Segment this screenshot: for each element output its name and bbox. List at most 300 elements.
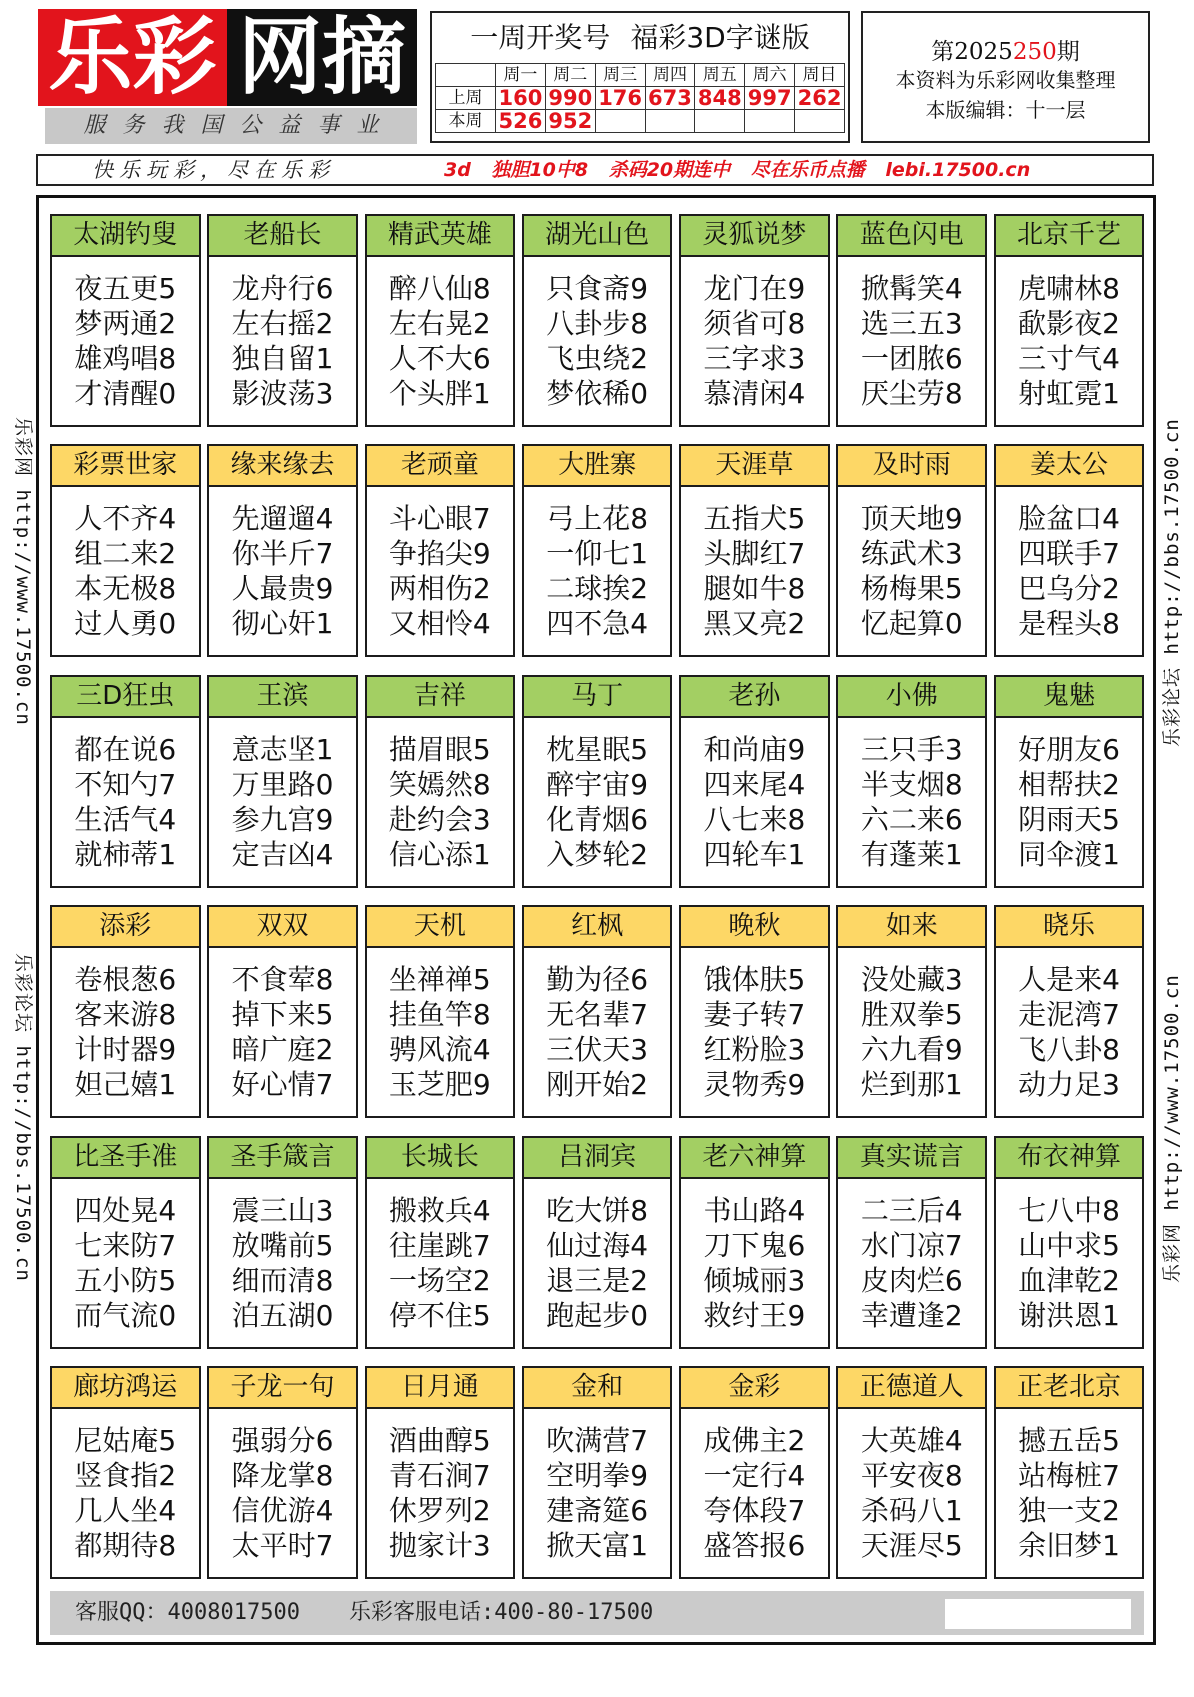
puzzle-line: 厌尘劳8 bbox=[860, 377, 963, 410]
puzzle-box-body bbox=[52, 487, 199, 655]
puzzle-line: 五小防5 bbox=[74, 1263, 177, 1297]
puzzle-line: 坐禅禅5 bbox=[388, 963, 491, 997]
puzzle-line: 挂鱼竿8 bbox=[388, 998, 491, 1032]
puzzle-box-body bbox=[367, 487, 514, 655]
puzzle-box-title: 彩票世家 bbox=[52, 446, 199, 487]
logo-black-part: 网摘 bbox=[227, 9, 417, 106]
puzzle-box-title: 马丁 bbox=[524, 677, 671, 718]
weekly-draw-box bbox=[430, 11, 850, 143]
puzzle-line: 妲己嬉1 bbox=[74, 1068, 177, 1102]
puzzle-box-body bbox=[681, 948, 828, 1116]
puzzle-line: 梦两通2 bbox=[74, 307, 177, 340]
puzzle-line: 夜五更5 bbox=[74, 272, 177, 305]
puzzle-line: 平安夜8 bbox=[860, 1458, 963, 1492]
puzzle-box-title: 大胜寨 bbox=[524, 446, 671, 487]
puzzle-box-body bbox=[838, 487, 985, 655]
puzzle-box bbox=[522, 444, 673, 657]
puzzle-box-title: 子龙一句 bbox=[209, 1368, 356, 1409]
puzzle-box-body bbox=[996, 1409, 1143, 1577]
puzzle-line: 二球挨2 bbox=[546, 572, 649, 606]
puzzle-line: 人不齐4 bbox=[74, 502, 177, 536]
day-header: 周五 bbox=[695, 64, 745, 87]
day-header: 周四 bbox=[645, 64, 695, 87]
puzzle-line: 成佛主2 bbox=[703, 1423, 806, 1457]
draw-number bbox=[795, 110, 845, 133]
puzzle-box bbox=[50, 1136, 201, 1349]
issue-info-box bbox=[861, 11, 1150, 143]
draw-number bbox=[745, 110, 795, 133]
puzzle-line: 掀髯笑4 bbox=[860, 272, 963, 305]
puzzle-line: 须省可8 bbox=[703, 307, 806, 340]
puzzle-box bbox=[365, 905, 516, 1118]
puzzle-box-title: 晚秋 bbox=[681, 907, 828, 948]
puzzle-box-title: 圣手箴言 bbox=[209, 1138, 356, 1179]
puzzle-line: 好朋友6 bbox=[1018, 732, 1120, 766]
puzzle-box bbox=[679, 1136, 830, 1349]
puzzle-box-body bbox=[367, 257, 514, 425]
puzzle-line: 降龙掌8 bbox=[231, 1458, 334, 1492]
puzzle-line: 一团脓6 bbox=[860, 342, 963, 375]
puzzle-box-title: 天机 bbox=[367, 907, 514, 948]
puzzle-box-title: 正德道人 bbox=[838, 1368, 985, 1409]
puzzle-line: 阴雨天5 bbox=[1018, 802, 1120, 836]
puzzle-box-body bbox=[209, 257, 356, 425]
puzzle-box-body bbox=[209, 948, 356, 1116]
puzzle-box-body bbox=[838, 948, 985, 1116]
puzzle-line: 只食斋9 bbox=[546, 272, 649, 305]
puzzle-line: 都期待8 bbox=[74, 1528, 177, 1562]
puzzle-line: 入梦轮2 bbox=[546, 837, 649, 871]
editor-note: 本版编辑：十一层 bbox=[925, 98, 1086, 122]
puzzle-line: 饿体肤5 bbox=[703, 963, 806, 997]
puzzle-box-body bbox=[52, 257, 199, 425]
puzzle-box-title: 金和 bbox=[524, 1368, 671, 1409]
puzzle-box bbox=[679, 214, 830, 427]
puzzle-box-title: 灵狐说梦 bbox=[681, 216, 828, 257]
puzzle-box bbox=[522, 1136, 673, 1349]
puzzle-box-body bbox=[209, 718, 356, 886]
puzzle-box-body bbox=[209, 487, 356, 655]
puzzle-box bbox=[207, 675, 358, 888]
puzzle-line: 动力足3 bbox=[1018, 1068, 1120, 1102]
puzzle-line: 一定行4 bbox=[703, 1458, 806, 1492]
puzzle-box-title: 廊坊鸿运 bbox=[52, 1368, 199, 1409]
issue-no: 250 bbox=[1012, 39, 1057, 65]
puzzle-box-body bbox=[681, 718, 828, 886]
puzzle-box bbox=[522, 214, 673, 427]
puzzle-box bbox=[522, 1366, 673, 1579]
puzzle-line: 万里路0 bbox=[231, 767, 334, 801]
puzzle-box bbox=[994, 444, 1145, 657]
puzzle-line: 三寸气4 bbox=[1018, 342, 1120, 375]
puzzle-line: 慕清闲4 bbox=[703, 377, 806, 410]
puzzle-box-title: 比圣手准 bbox=[52, 1138, 199, 1179]
footer-phone: 乐彩客服电话:400-80-17500 bbox=[349, 1600, 654, 1625]
puzzle-line: 六二来6 bbox=[860, 802, 963, 836]
draw-number: 997 bbox=[745, 87, 795, 110]
footer-qq: 客服QQ：4008017500 bbox=[75, 1600, 300, 1625]
puzzle-box-body bbox=[524, 718, 671, 886]
puzzle-line: 夸体段7 bbox=[703, 1493, 806, 1527]
side-link-right-bottom: 乐彩网 http://www.17500.cn bbox=[1161, 974, 1183, 1283]
puzzle-box bbox=[994, 214, 1145, 427]
puzzle-line: 练武术3 bbox=[860, 537, 963, 571]
logo-tagline: 服务我国公益事业 bbox=[45, 108, 417, 144]
puzzle-line: 六九看9 bbox=[860, 1033, 963, 1067]
puzzle-line: 没处藏3 bbox=[860, 963, 963, 997]
promo-banner bbox=[36, 154, 1154, 186]
puzzle-box-title: 蓝色闪电 bbox=[838, 216, 985, 257]
puzzle-line: 本无极8 bbox=[74, 572, 177, 606]
puzzle-line: 血津乾2 bbox=[1018, 1263, 1120, 1297]
puzzle-line: 胜双拳5 bbox=[860, 998, 963, 1032]
puzzle-line: 是程头8 bbox=[1018, 607, 1120, 641]
puzzle-line: 四轮车1 bbox=[703, 837, 806, 871]
puzzle-line: 梦依稀0 bbox=[546, 377, 649, 410]
puzzle-line: 意志坚1 bbox=[231, 732, 334, 766]
puzzle-line: 仙过海4 bbox=[546, 1228, 649, 1262]
puzzle-line: 掉下来5 bbox=[231, 998, 334, 1032]
puzzle-line: 无名辈7 bbox=[546, 998, 649, 1032]
week-label: 上周 bbox=[436, 87, 496, 110]
puzzle-line: 建斋筵6 bbox=[546, 1493, 649, 1527]
puzzle-line: 四处晃4 bbox=[74, 1193, 177, 1227]
draw-box-title bbox=[432, 16, 848, 60]
puzzle-box-body bbox=[209, 1179, 356, 1347]
puzzle-box-body bbox=[996, 718, 1143, 886]
puzzle-line: 顶天地9 bbox=[860, 502, 963, 536]
issue-suffix: 期 bbox=[1056, 39, 1080, 65]
draw-number: 673 bbox=[645, 87, 695, 110]
puzzle-line: 争掐尖9 bbox=[388, 537, 491, 571]
puzzle-line: 计时器9 bbox=[74, 1033, 177, 1067]
draw-number: 262 bbox=[795, 87, 845, 110]
puzzle-box-body bbox=[838, 718, 985, 886]
puzzle-line: 三只手3 bbox=[860, 732, 963, 766]
draw-number: 526 bbox=[496, 110, 546, 133]
puzzle-box-body bbox=[838, 1409, 985, 1577]
puzzle-box-title: 正老北京 bbox=[996, 1368, 1143, 1409]
puzzle-line: 七来防7 bbox=[74, 1228, 177, 1262]
puzzle-line: 三字求3 bbox=[703, 342, 806, 375]
puzzle-line: 退三是2 bbox=[546, 1263, 649, 1297]
puzzle-box-body bbox=[524, 487, 671, 655]
puzzle-line: 笑嫣然8 bbox=[388, 767, 491, 801]
puzzle-line: 客来游8 bbox=[74, 998, 177, 1032]
puzzle-line: 撼五岳5 bbox=[1018, 1423, 1120, 1457]
puzzle-box-title: 长城长 bbox=[367, 1138, 514, 1179]
puzzle-line: 生活气4 bbox=[74, 802, 177, 836]
draw-table-row bbox=[436, 110, 845, 133]
puzzle-line: 你半斤7 bbox=[231, 537, 334, 571]
puzzle-box-body bbox=[367, 718, 514, 886]
puzzle-box bbox=[994, 905, 1145, 1118]
puzzle-line: 先遛遛4 bbox=[231, 502, 334, 536]
puzzle-line: 斗心眼7 bbox=[388, 502, 491, 536]
puzzle-box-title: 真实谎言 bbox=[838, 1138, 985, 1179]
puzzle-box-body bbox=[681, 1409, 828, 1577]
day-header: 周三 bbox=[595, 64, 645, 87]
puzzle-box-title: 双双 bbox=[209, 907, 356, 948]
puzzle-box-title: 湖光山色 bbox=[524, 216, 671, 257]
puzzle-line: 八卦步8 bbox=[546, 307, 649, 340]
draw-number bbox=[695, 110, 745, 133]
puzzle-line: 独自留1 bbox=[231, 342, 334, 375]
puzzle-line: 幸遭逢2 bbox=[860, 1298, 963, 1332]
puzzle-box bbox=[207, 1136, 358, 1349]
puzzle-box-body bbox=[996, 487, 1143, 655]
puzzle-line: 震三山3 bbox=[231, 1193, 334, 1227]
puzzle-box bbox=[365, 1136, 516, 1349]
puzzle-line: 定吉凶4 bbox=[231, 837, 334, 871]
side-link-right-top: 乐彩论坛 http://bbs.17500.cn bbox=[1161, 418, 1183, 747]
puzzle-box-body bbox=[681, 1179, 828, 1347]
puzzle-line: 盛答报6 bbox=[703, 1528, 806, 1562]
puzzle-box-title: 金彩 bbox=[681, 1368, 828, 1409]
puzzle-line: 骋风流4 bbox=[388, 1033, 491, 1067]
puzzle-line: 同伞渡1 bbox=[1018, 837, 1120, 871]
puzzle-box bbox=[836, 675, 987, 888]
puzzle-box-body bbox=[52, 948, 199, 1116]
draw-table-header-row bbox=[436, 64, 845, 87]
puzzle-box-title: 红枫 bbox=[524, 907, 671, 948]
puzzle-line: 往崖跳7 bbox=[388, 1228, 491, 1262]
puzzle-line: 细而清8 bbox=[231, 1263, 334, 1297]
puzzle-box bbox=[836, 444, 987, 657]
puzzle-line: 七八中8 bbox=[1018, 1193, 1120, 1227]
issue-number bbox=[863, 37, 1148, 67]
puzzle-line: 吃大饼8 bbox=[546, 1193, 649, 1227]
puzzle-box bbox=[207, 214, 358, 427]
puzzle-box-title: 小佛 bbox=[838, 677, 985, 718]
puzzle-line: 杀码八1 bbox=[860, 1493, 963, 1527]
puzzle-grid bbox=[50, 214, 1144, 1579]
puzzle-line: 才清醒0 bbox=[74, 377, 177, 410]
draw-number: 848 bbox=[695, 87, 745, 110]
puzzle-box bbox=[522, 905, 673, 1118]
puzzle-box-title: 王滨 bbox=[209, 677, 356, 718]
draw-numbers-table bbox=[435, 63, 845, 133]
puzzle-box bbox=[50, 1366, 201, 1579]
puzzle-line: 信优游4 bbox=[231, 1493, 334, 1527]
puzzle-line: 停不住5 bbox=[388, 1298, 491, 1332]
footer-blank-box bbox=[945, 1599, 1131, 1629]
logo bbox=[38, 9, 417, 106]
puzzle-box bbox=[679, 905, 830, 1118]
puzzle-line: 玉芝肥9 bbox=[388, 1068, 491, 1102]
puzzle-line: 忆起算0 bbox=[860, 607, 963, 641]
puzzle-box-body bbox=[681, 487, 828, 655]
puzzle-box bbox=[994, 1136, 1145, 1349]
puzzle-box bbox=[50, 444, 201, 657]
puzzle-line: 一场空2 bbox=[388, 1263, 491, 1297]
puzzle-line: 龙舟行6 bbox=[231, 272, 334, 305]
day-header: 周二 bbox=[545, 64, 595, 87]
puzzle-box bbox=[836, 214, 987, 427]
puzzle-box bbox=[207, 905, 358, 1118]
issue-prefix: 第 bbox=[931, 39, 955, 65]
puzzle-box-body bbox=[996, 257, 1143, 425]
puzzle-box bbox=[679, 675, 830, 888]
puzzle-line: 参九宫9 bbox=[231, 802, 334, 836]
puzzle-line: 救纣王9 bbox=[703, 1298, 806, 1332]
puzzle-line: 有蓬莱1 bbox=[860, 837, 963, 871]
puzzle-line: 不食荤8 bbox=[231, 963, 334, 997]
puzzle-line: 余旧梦1 bbox=[1018, 1528, 1120, 1562]
puzzle-line: 休罗列2 bbox=[388, 1493, 491, 1527]
puzzle-line: 卷根葱6 bbox=[74, 963, 177, 997]
puzzle-line: 强弱分6 bbox=[231, 1423, 334, 1457]
puzzle-box-title: 北京千艺 bbox=[996, 216, 1143, 257]
puzzle-box-body bbox=[524, 948, 671, 1116]
puzzle-box bbox=[50, 214, 201, 427]
puzzle-box bbox=[365, 214, 516, 427]
puzzle-line: 半支烟8 bbox=[860, 767, 963, 801]
puzzle-line: 又相怜4 bbox=[388, 607, 491, 641]
puzzle-box-title: 添彩 bbox=[52, 907, 199, 948]
puzzle-line: 彻心奸1 bbox=[231, 607, 334, 641]
puzzle-box-title: 日月通 bbox=[367, 1368, 514, 1409]
puzzle-line: 个头胖1 bbox=[388, 377, 491, 410]
draw-number: 160 bbox=[496, 87, 546, 110]
puzzle-line: 几人坐4 bbox=[74, 1493, 177, 1527]
banner-promo: 3d 独胆10中8 杀码20期连中 尽在乐币点播 lebi.17500.cn bbox=[444, 159, 1031, 181]
puzzle-box-title: 老顽童 bbox=[367, 446, 514, 487]
puzzle-line: 两相伤2 bbox=[388, 572, 491, 606]
puzzle-line: 站梅桩7 bbox=[1018, 1458, 1120, 1492]
day-header: 周六 bbox=[745, 64, 795, 87]
puzzle-line: 五指犬5 bbox=[703, 502, 806, 536]
issue-year: 2025 bbox=[954, 39, 1013, 65]
puzzle-line: 好心情7 bbox=[231, 1068, 334, 1102]
puzzle-box-title: 姜太公 bbox=[996, 446, 1143, 487]
puzzle-line: 八七来8 bbox=[703, 802, 806, 836]
puzzle-line: 虎啸林8 bbox=[1018, 272, 1120, 305]
puzzle-line: 化青烟6 bbox=[546, 802, 649, 836]
puzzle-line: 和尚庙9 bbox=[703, 732, 806, 766]
puzzle-line: 醉宇宙9 bbox=[546, 767, 649, 801]
puzzle-box bbox=[50, 675, 201, 888]
puzzle-line: 飞虫绕2 bbox=[546, 342, 649, 375]
puzzle-line: 歃影夜2 bbox=[1018, 307, 1120, 340]
puzzle-line: 水门凉7 bbox=[860, 1228, 963, 1262]
puzzle-line: 赴约会3 bbox=[388, 802, 491, 836]
puzzle-line: 影波荡3 bbox=[231, 377, 334, 410]
puzzle-line: 尼姑庵5 bbox=[74, 1423, 177, 1457]
puzzle-box-body bbox=[524, 1179, 671, 1347]
puzzle-box bbox=[365, 675, 516, 888]
puzzle-line: 灵物秀9 bbox=[703, 1068, 806, 1102]
puzzle-box-title: 三D狂虫 bbox=[52, 677, 199, 718]
puzzle-line: 射虹霓1 bbox=[1018, 377, 1120, 410]
puzzle-line: 四来尾4 bbox=[703, 767, 806, 801]
puzzle-box-title: 晓乐 bbox=[996, 907, 1143, 948]
puzzle-line: 二三后4 bbox=[860, 1193, 963, 1227]
puzzle-box bbox=[679, 444, 830, 657]
draw-number: 176 bbox=[595, 87, 645, 110]
puzzle-line: 黑又亮2 bbox=[703, 607, 806, 641]
puzzle-line: 妻子转7 bbox=[703, 998, 806, 1032]
puzzle-box-title: 太湖钓叟 bbox=[52, 216, 199, 257]
puzzle-line: 四不急4 bbox=[546, 607, 649, 641]
puzzle-box bbox=[836, 905, 987, 1118]
puzzle-box-title: 及时雨 bbox=[838, 446, 985, 487]
puzzle-box-title: 老孙 bbox=[681, 677, 828, 718]
puzzle-line: 腿如牛8 bbox=[703, 572, 806, 606]
puzzle-box bbox=[207, 444, 358, 657]
draw-number bbox=[645, 110, 695, 133]
week-label: 本周 bbox=[436, 110, 496, 133]
puzzle-box-title: 精武英雄 bbox=[367, 216, 514, 257]
puzzle-line: 暗广庭2 bbox=[231, 1033, 334, 1067]
puzzle-box-body bbox=[838, 1179, 985, 1347]
puzzle-line: 信心添1 bbox=[388, 837, 491, 871]
puzzle-box-title: 如来 bbox=[838, 907, 985, 948]
puzzle-line: 相帮扶2 bbox=[1018, 767, 1120, 801]
puzzle-box-body bbox=[209, 1409, 356, 1577]
draw-number: 990 bbox=[545, 87, 595, 110]
puzzle-box-title: 老六神算 bbox=[681, 1138, 828, 1179]
puzzle-line: 人是来4 bbox=[1018, 963, 1120, 997]
puzzle-box-title: 老船长 bbox=[209, 216, 356, 257]
puzzle-box-body bbox=[367, 1409, 514, 1577]
puzzle-line: 掀天富1 bbox=[546, 1528, 649, 1562]
puzzle-line: 飞八卦8 bbox=[1018, 1033, 1120, 1067]
puzzle-line: 倾城丽3 bbox=[703, 1263, 806, 1297]
draw-number: 952 bbox=[545, 110, 595, 133]
draw-table-corner bbox=[436, 64, 496, 87]
puzzle-line: 太平时7 bbox=[231, 1528, 334, 1562]
puzzle-box bbox=[365, 1366, 516, 1579]
puzzle-line: 红粉脸3 bbox=[703, 1033, 806, 1067]
puzzle-line: 雄鸡唱8 bbox=[74, 342, 177, 375]
puzzle-line: 泊五湖0 bbox=[231, 1298, 334, 1332]
puzzle-box-body bbox=[367, 948, 514, 1116]
puzzle-box-body bbox=[681, 257, 828, 425]
puzzle-line: 脸盆口4 bbox=[1018, 502, 1120, 536]
footer-bar bbox=[50, 1591, 1144, 1635]
puzzle-line: 天涯尽5 bbox=[860, 1528, 963, 1562]
puzzle-line: 左右摇2 bbox=[231, 307, 334, 340]
puzzle-line: 人不大6 bbox=[388, 342, 491, 375]
puzzle-line: 青石涧7 bbox=[388, 1458, 491, 1492]
banner-slogan: 快乐玩彩，尽在乐彩 bbox=[92, 158, 335, 182]
puzzle-box bbox=[522, 675, 673, 888]
puzzle-box bbox=[994, 1366, 1145, 1579]
puzzle-line: 组二来2 bbox=[74, 537, 177, 571]
puzzle-box bbox=[50, 905, 201, 1118]
side-link-left-top: 乐彩网 http://www.17500.cn bbox=[12, 417, 34, 726]
day-header: 周日 bbox=[795, 64, 845, 87]
puzzle-line: 左右晃2 bbox=[388, 307, 491, 340]
draw-table-row bbox=[436, 87, 845, 110]
puzzle-line: 巴乌分2 bbox=[1018, 572, 1120, 606]
puzzle-line: 枕星眠5 bbox=[546, 732, 649, 766]
puzzle-line: 都在说6 bbox=[74, 732, 177, 766]
puzzle-line: 龙门在9 bbox=[703, 272, 806, 305]
puzzle-box bbox=[679, 1366, 830, 1579]
puzzle-line: 人最贵9 bbox=[231, 572, 334, 606]
puzzle-line: 头脚红7 bbox=[703, 537, 806, 571]
puzzle-line: 醉八仙8 bbox=[388, 272, 491, 305]
puzzle-box-body bbox=[838, 257, 985, 425]
puzzle-line: 刀下鬼6 bbox=[703, 1228, 806, 1262]
puzzle-line: 空明拳9 bbox=[546, 1458, 649, 1492]
puzzle-box-body bbox=[996, 948, 1143, 1116]
source-note: 本资料为乐彩网收集整理 bbox=[895, 68, 1116, 92]
draw-title-left: 一周开奖号 bbox=[470, 21, 611, 54]
puzzle-box-title: 吕洞宾 bbox=[524, 1138, 671, 1179]
